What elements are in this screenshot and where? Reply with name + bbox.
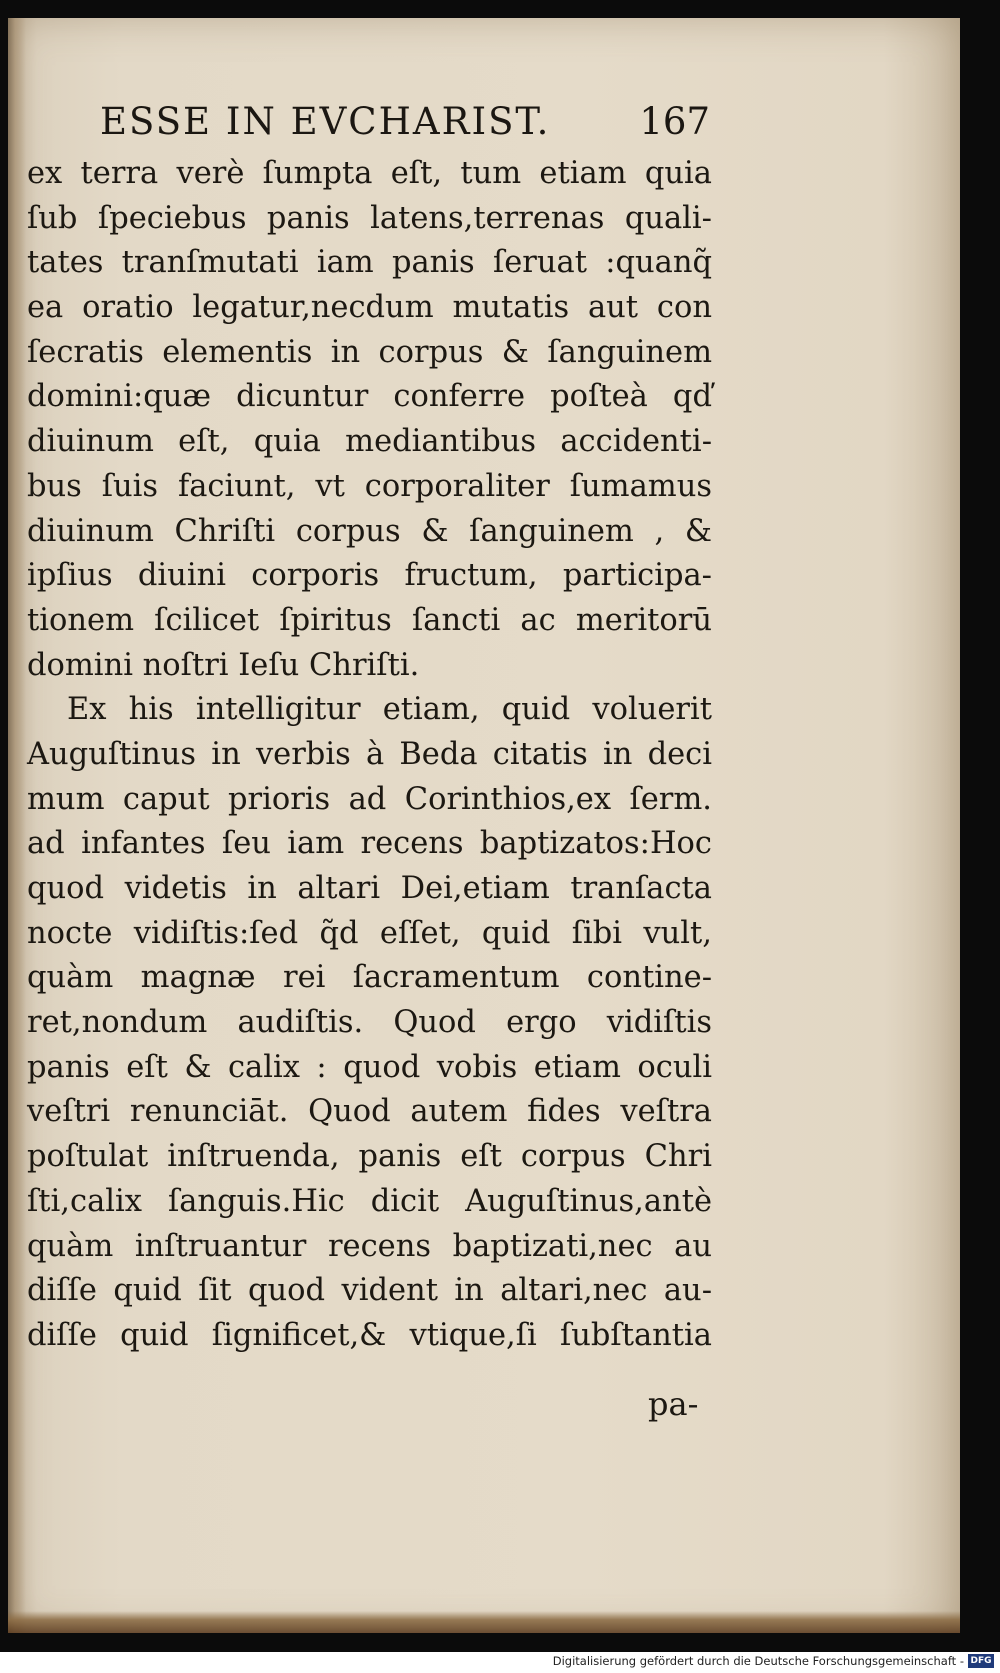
running-head xyxy=(100,100,710,160)
text-line: bus ſuis faciunt, vt corporaliter ſumamus xyxy=(27,468,712,504)
body-text xyxy=(27,152,712,1359)
text-line: ſub ſpeciebus panis latens,terrenas quali- xyxy=(27,200,712,236)
text-line: ea oratio legatur,necdum mutatis aut con xyxy=(27,290,712,326)
text-line: domini:quæ dicuntur conferre poſteà qď xyxy=(27,379,712,415)
digitization-credit: Digitalisierung gefördert durch die Deutsche Forschungsgemeinschaft - xyxy=(552,1654,964,1668)
text-line: Ex his intelligitur etiam, quid voluerit xyxy=(67,692,712,728)
text-line: diuinum eſt, quia mediantibus accidenti- xyxy=(27,424,712,460)
catchword: pa- xyxy=(648,1385,699,1423)
text-line: quod videtis in altari Dei,etiam tranſacta xyxy=(27,871,712,906)
text-line: panis eſt & calix : quod vobis etiam oculi xyxy=(27,1049,712,1085)
text-line: nocte vidiſtis:ſed q̃d eſſet, quid ſibi vult, xyxy=(27,915,712,951)
running-title: ESSE IN EVCHARIST. xyxy=(100,100,551,143)
text-line: diuinum Chriſti corpus & ſanguinem , & xyxy=(27,513,712,549)
text-line: ad infantes ſeu iam recens baptizatos:Hoc xyxy=(27,826,712,862)
text-line: poſtulat inſtruenda, panis eſt corpus Chri xyxy=(27,1139,712,1175)
page-gutter-shadow xyxy=(8,18,26,1633)
text-line: diſſe quid ſignificet,& vtique,ſi ſubſtantia xyxy=(27,1317,712,1353)
text-line: tionem ſcilicet ſpiritus ſancti ac meritorū xyxy=(27,602,712,638)
text-line: tates tranſmutati iam panis ſeruat :quanq̃ xyxy=(27,245,712,281)
text-line: ipſius diuini corporis fructum, participa- xyxy=(27,558,712,594)
text-line: ex terra verè ſumpta eſt, tum etiam quia xyxy=(27,156,712,191)
dfg-logo: DFG xyxy=(968,1654,994,1668)
text-line: mum caput prioris ad Corinthios,ex ſerm. xyxy=(27,781,712,817)
text-line: ſecratis elementis in corpus & ſanguinem xyxy=(27,334,712,370)
page-bottom-edge xyxy=(8,1611,960,1633)
text-line: quàm magnæ rei ſacramentum contine- xyxy=(27,960,712,996)
text-line: veſtri renunciāt. Quod autem fides veſtra xyxy=(27,1094,712,1130)
text-line: ſti,calix ſanguis.Hic dicit Auguſtinus,antè xyxy=(27,1183,712,1219)
text-line: Auguſtinus in verbis à Beda citatis in deci xyxy=(27,736,712,772)
text-line: ret,nondum audiſtis. Quod ergo vidiſtis xyxy=(27,1005,712,1041)
text-line: diſſe quid ſit quod vident in altari,nec au- xyxy=(27,1273,712,1309)
page-number: 167 xyxy=(639,100,710,143)
text-line: quàm inſtruantur recens baptizati,nec au xyxy=(27,1228,712,1264)
text-line: domini noſtri Ieſu Chriſti. xyxy=(27,647,420,683)
